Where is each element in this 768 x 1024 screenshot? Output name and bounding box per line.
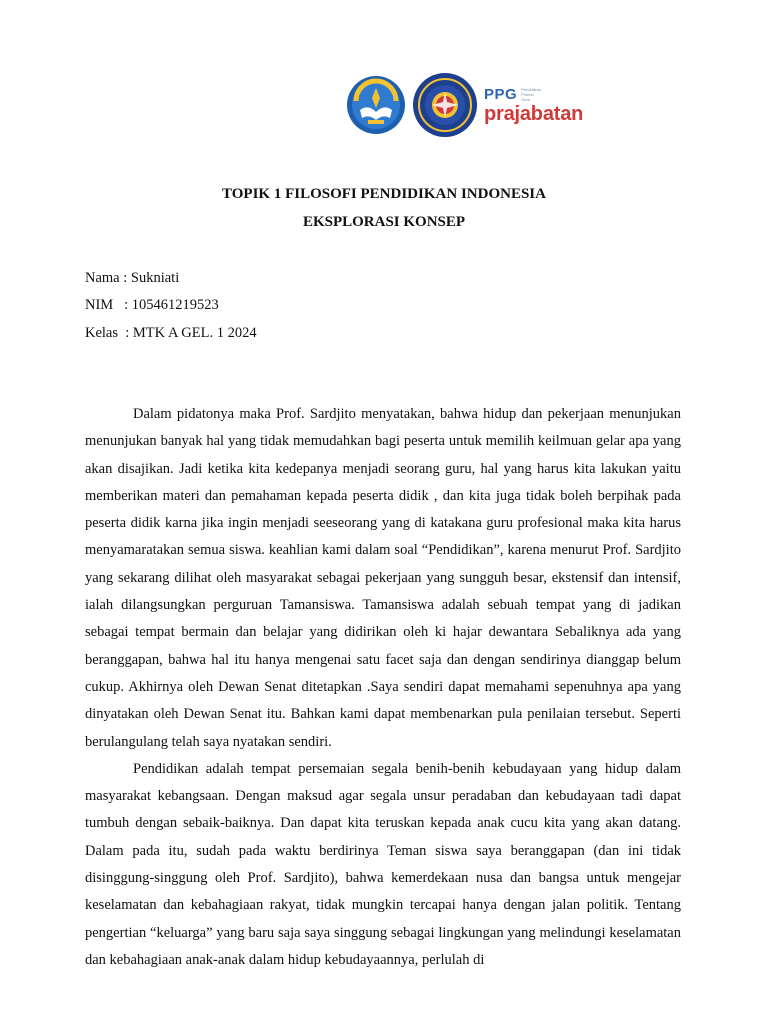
student-name: Nama : Sukniati [85, 270, 180, 286]
ppg-label: PPG [484, 85, 518, 103]
header-logos [346, 70, 583, 140]
paragraph: Dalam pidatonya maka Prof. Sardjito menyatakan, bahwa hidup dan pekerjaan menunjukan menunjukan banyak hal yang tidak memudahkan bagi peserta untuk memilih keilmuan gelar apa yang akan disajikan. Jadi ketika kita kedepanya menjadi seorang guru, hal yang harus kita lakukan yaitu memberikan materi dan pemahaman kepada peserta didik , dan kita juga tidak boleh berpihak pada peserta didik karna jika ingin menjadi seeseorang yang di katakana guru profesional maka kita harus menyamaratakan semua siswa. keahlian kami dalam soal “Pendidikan”, karena menurut Prof. Sardjito yang sekarang dilihat oleh masyarakat sebagai pekerjaan yang sungguh besar, ekstensif dan intensif, ialah dilangsungkan perguruan Tamansiswa. Tamansiswa adalah sebuah tempat yang di jadikan sebagai tempat bermain dan belajar yang didirikan oleh ki hajar dewantara Sebaliknya ada yang beranggapan, bahwa hal itu hanya mengenai satu facet saja dan dengan sendirinya dianggap belum cukup. Akhirnya oleh Dewan Senat ditetapkan .Saya sendiri dapat memahami sepenuhnya apa yang dinyatakan oleh Dewan Senat itu. Bahkan kami dapat membenarkan pula penilaian tersebut. Seperti berulangulang telah saya nyatakan sendiri. [85, 406, 681, 750]
document-subtitle: EKSPLORASI KONSEP [302, 214, 466, 230]
ppg-prajabatan-logo [484, 87, 583, 124]
university-seal-icon [412, 72, 478, 138]
prajabatan-label: prajabatan [484, 102, 584, 125]
student-nim: NIM : 105461219523 [85, 297, 219, 313]
document-title: TOPIK 1 FILOSOFI PENDIDIKAN INDONESIA [222, 186, 546, 202]
ppg-subtitle: Pendidikan Profesi Guru [521, 86, 541, 102]
student-class: Kelas : MTK A GEL. 1 2024 [85, 325, 257, 341]
document-body [85, 401, 681, 974]
tut-wuri-handayani-icon [346, 74, 406, 136]
paragraph: Pendidikan adalah tempat persemaian segala benih-benih kebudayaan yang hidup dalam masyarakat kebangsaan. Dengan maksud agar segala unsur peradaban dan kebudayaan tadi dapat tumbuh dengan sebaik-baiknya. Dan dapat kita teruskan kepada anak cucu kita yang akan datang. Dalam pada itu, sudah pada waktu berdirinya Teman siswa saya beranggapan (dan ini tidak disinggung-singgung oleh Prof. Sardjito), bahwa kemerdekaan nusa dan bangsa untuk mengejar keselamatan dan kebahagiaan rakyat, tidak mungkin tercapai hanya dengan jalan politik. Tentang pengertian “keluarga” yang baru saja saya singgung sebagai lingkungan yang melindungi keselamatan dan kebahagiaan anak-anak dalam hidup kebudayaannya, perlulah di [85, 760, 681, 968]
